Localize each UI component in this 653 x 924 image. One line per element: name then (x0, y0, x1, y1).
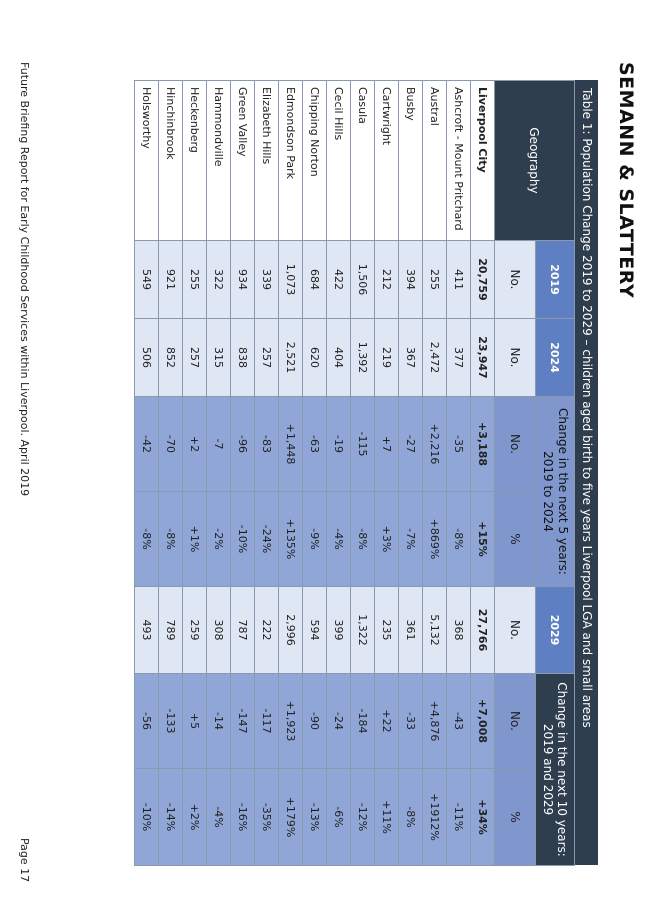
cell-2024: 2,521 (279, 319, 303, 397)
cell-change10-pct: -4% (207, 769, 231, 866)
cell-2029: 2,996 (279, 587, 303, 674)
cell-2024: 23,947 (471, 319, 495, 397)
cell-change5-pct: -2% (207, 492, 231, 587)
table-caption: Table 1: Population Change 2019 to 2029 – children aged birth to five years Liverpool LGA and small areas (575, 80, 598, 865)
cell-change10-pct: -8% (399, 769, 423, 866)
cell-geography: Austral (423, 81, 447, 241)
cell-change10-pct: -10% (135, 769, 159, 866)
cell-change10-no: -117 (255, 674, 279, 769)
cell-geography: Hammondville (207, 81, 231, 241)
cell-change10-no: -133 (159, 674, 183, 769)
cell-change10-pct: +2% (183, 769, 207, 866)
cell-2019: 411 (447, 241, 471, 319)
cell-change5-pct: +3% (375, 492, 399, 587)
cell-2024: 257 (255, 319, 279, 397)
cell-geography: Liverpool City (471, 81, 495, 241)
cell-2024: 257 (183, 319, 207, 397)
cell-change5-no: -115 (351, 397, 375, 492)
cell-change10-no: +4,876 (423, 674, 447, 769)
cell-2024: 2,472 (423, 319, 447, 397)
cell-change5-pct: +15% (471, 492, 495, 587)
cell-change5-pct: -7% (399, 492, 423, 587)
cell-2029: 493 (135, 587, 159, 674)
cell-2029: 259 (183, 587, 207, 674)
table-row (327, 81, 351, 866)
cell-2029: 368 (447, 587, 471, 674)
cell-change10-no: -14 (207, 674, 231, 769)
cell-geography: Casula (351, 81, 375, 241)
cell-geography: Hinchinbrook (159, 81, 183, 241)
cell-2019: 322 (207, 241, 231, 319)
subheader-2019-no: No. (495, 241, 536, 319)
table-row (255, 81, 279, 866)
cell-2029: 235 (375, 587, 399, 674)
header-change-10-years: Change in the next 10 years: 2019 and 2029 (536, 674, 575, 866)
cell-change10-no: -184 (351, 674, 375, 769)
cell-change10-no: -24 (327, 674, 351, 769)
cell-2019: 20,759 (471, 241, 495, 319)
cell-2019: 1,506 (351, 241, 375, 319)
cell-change10-pct: +11% (375, 769, 399, 866)
cell-2029: 594 (303, 587, 327, 674)
table-row (471, 81, 495, 866)
cell-2019: 339 (255, 241, 279, 319)
cell-change10-no: -43 (447, 674, 471, 769)
table-row (135, 81, 159, 866)
table-row (183, 81, 207, 866)
cell-change5-no: +7 (375, 397, 399, 492)
table-row (303, 81, 327, 866)
header-change-5-years: Change in the next 5 years: 2019 to 2024 (536, 397, 575, 587)
cell-2029: 5,132 (423, 587, 447, 674)
cell-geography: Chipping Norton (303, 81, 327, 241)
header-geography: Geography (495, 81, 575, 241)
cell-2029: 27,766 (471, 587, 495, 674)
table-row (279, 81, 303, 866)
cell-change5-no: +2 (183, 397, 207, 492)
cell-change10-no: -56 (135, 674, 159, 769)
cell-change5-pct: -24% (255, 492, 279, 587)
cell-geography: Heckenberg (183, 81, 207, 241)
table-row (231, 81, 255, 866)
cell-2019: 394 (399, 241, 423, 319)
cell-change5-no: +3,188 (471, 397, 495, 492)
table-row (447, 81, 471, 866)
cell-change5-pct: -9% (303, 492, 327, 587)
cell-change10-pct: -11% (447, 769, 471, 866)
table-body (135, 81, 495, 866)
subheader-2024-no: No. (495, 319, 536, 397)
cell-2024: 404 (327, 319, 351, 397)
cell-geography: Busby (399, 81, 423, 241)
subheader-change10-no: No. (495, 674, 536, 769)
cell-geography: Cartwright (375, 81, 399, 241)
cell-2024: 377 (447, 319, 471, 397)
cell-change10-pct: -14% (159, 769, 183, 866)
cell-geography: Cecil Hills (327, 81, 351, 241)
cell-2024: 315 (207, 319, 231, 397)
cell-2019: 422 (327, 241, 351, 319)
cell-change5-no: -42 (135, 397, 159, 492)
cell-change10-pct: -35% (255, 769, 279, 866)
cell-change10-pct: -13% (303, 769, 327, 866)
table-row (351, 81, 375, 866)
cell-change5-no: -70 (159, 397, 183, 492)
cell-2024: 1,392 (351, 319, 375, 397)
cell-2029: 308 (207, 587, 231, 674)
cell-change10-no: -90 (303, 674, 327, 769)
cell-2019: 212 (375, 241, 399, 319)
cell-2029: 789 (159, 587, 183, 674)
cell-2029: 1,322 (351, 587, 375, 674)
cell-change5-no: -7 (207, 397, 231, 492)
cell-2019: 549 (135, 241, 159, 319)
cell-geography: Holsworthy (135, 81, 159, 241)
cell-2024: 620 (303, 319, 327, 397)
cell-change10-no: +1,923 (279, 674, 303, 769)
cell-2019: 684 (303, 241, 327, 319)
cell-2019: 934 (231, 241, 255, 319)
cell-change10-pct: -6% (327, 769, 351, 866)
header-2019: 2019 (536, 241, 575, 319)
cell-2019: 255 (423, 241, 447, 319)
cell-change5-no: +2,216 (423, 397, 447, 492)
footer-page-number: Page 17 (18, 838, 31, 883)
cell-change10-no: -33 (399, 674, 423, 769)
cell-change10-no: +22 (375, 674, 399, 769)
table-row (399, 81, 423, 866)
cell-geography: Elizabeth Hills (255, 81, 279, 241)
cell-geography: Ashcroft - Mount Pritchard (447, 81, 471, 241)
cell-change10-pct: +1912% (423, 769, 447, 866)
cell-2024: 506 (135, 319, 159, 397)
cell-change10-pct: +34% (471, 769, 495, 866)
cell-2019: 921 (159, 241, 183, 319)
cell-2029: 361 (399, 587, 423, 674)
cell-change10-pct: -12% (351, 769, 375, 866)
cell-change5-pct: -10% (231, 492, 255, 587)
cell-2019: 255 (183, 241, 207, 319)
cell-change5-pct: -8% (351, 492, 375, 587)
cell-change5-pct: -8% (159, 492, 183, 587)
cell-2024: 219 (375, 319, 399, 397)
cell-geography: Green Valley (231, 81, 255, 241)
cell-change5-no: -63 (303, 397, 327, 492)
cell-change10-no: +7,008 (471, 674, 495, 769)
footer-report-title: Future Briefing Report for Early Childhood Services within Liverpool. April 2019 (18, 62, 31, 497)
population-table (134, 80, 575, 866)
cell-change5-no: +1,448 (279, 397, 303, 492)
cell-change5-no: -27 (399, 397, 423, 492)
subheader-change10-pct: % (495, 769, 536, 866)
cell-change5-no: -35 (447, 397, 471, 492)
subheader-change5-no: No. (495, 397, 536, 492)
cell-2029: 399 (327, 587, 351, 674)
cell-2029: 787 (231, 587, 255, 674)
cell-change5-pct: -8% (135, 492, 159, 587)
header-2024: 2024 (536, 319, 575, 397)
brand-logo: SEMANN & SLATTERY (615, 62, 637, 299)
cell-change5-no: -96 (231, 397, 255, 492)
cell-change5-pct: +1% (183, 492, 207, 587)
subheader-2029-no: No. (495, 587, 536, 674)
cell-change10-pct: +179% (279, 769, 303, 866)
cell-change10-no: +5 (183, 674, 207, 769)
cell-2029: 222 (255, 587, 279, 674)
cell-change5-pct: -4% (327, 492, 351, 587)
cell-change10-pct: -16% (231, 769, 255, 866)
cell-change10-no: -147 (231, 674, 255, 769)
cell-2024: 367 (399, 319, 423, 397)
cell-change5-pct: +135% (279, 492, 303, 587)
cell-change5-no: -19 (327, 397, 351, 492)
header-2029: 2029 (536, 587, 575, 674)
cell-2019: 1,073 (279, 241, 303, 319)
cell-change5-no: -83 (255, 397, 279, 492)
population-table-section (134, 80, 598, 865)
table-row (375, 81, 399, 866)
cell-geography: Edmondson Park (279, 81, 303, 241)
cell-2024: 838 (231, 319, 255, 397)
subheader-change5-pct: % (495, 492, 536, 587)
cell-change5-pct: +869% (423, 492, 447, 587)
cell-change5-pct: -8% (447, 492, 471, 587)
cell-2024: 852 (159, 319, 183, 397)
table-row (159, 81, 183, 866)
table-row (423, 81, 447, 866)
table-row (207, 81, 231, 866)
